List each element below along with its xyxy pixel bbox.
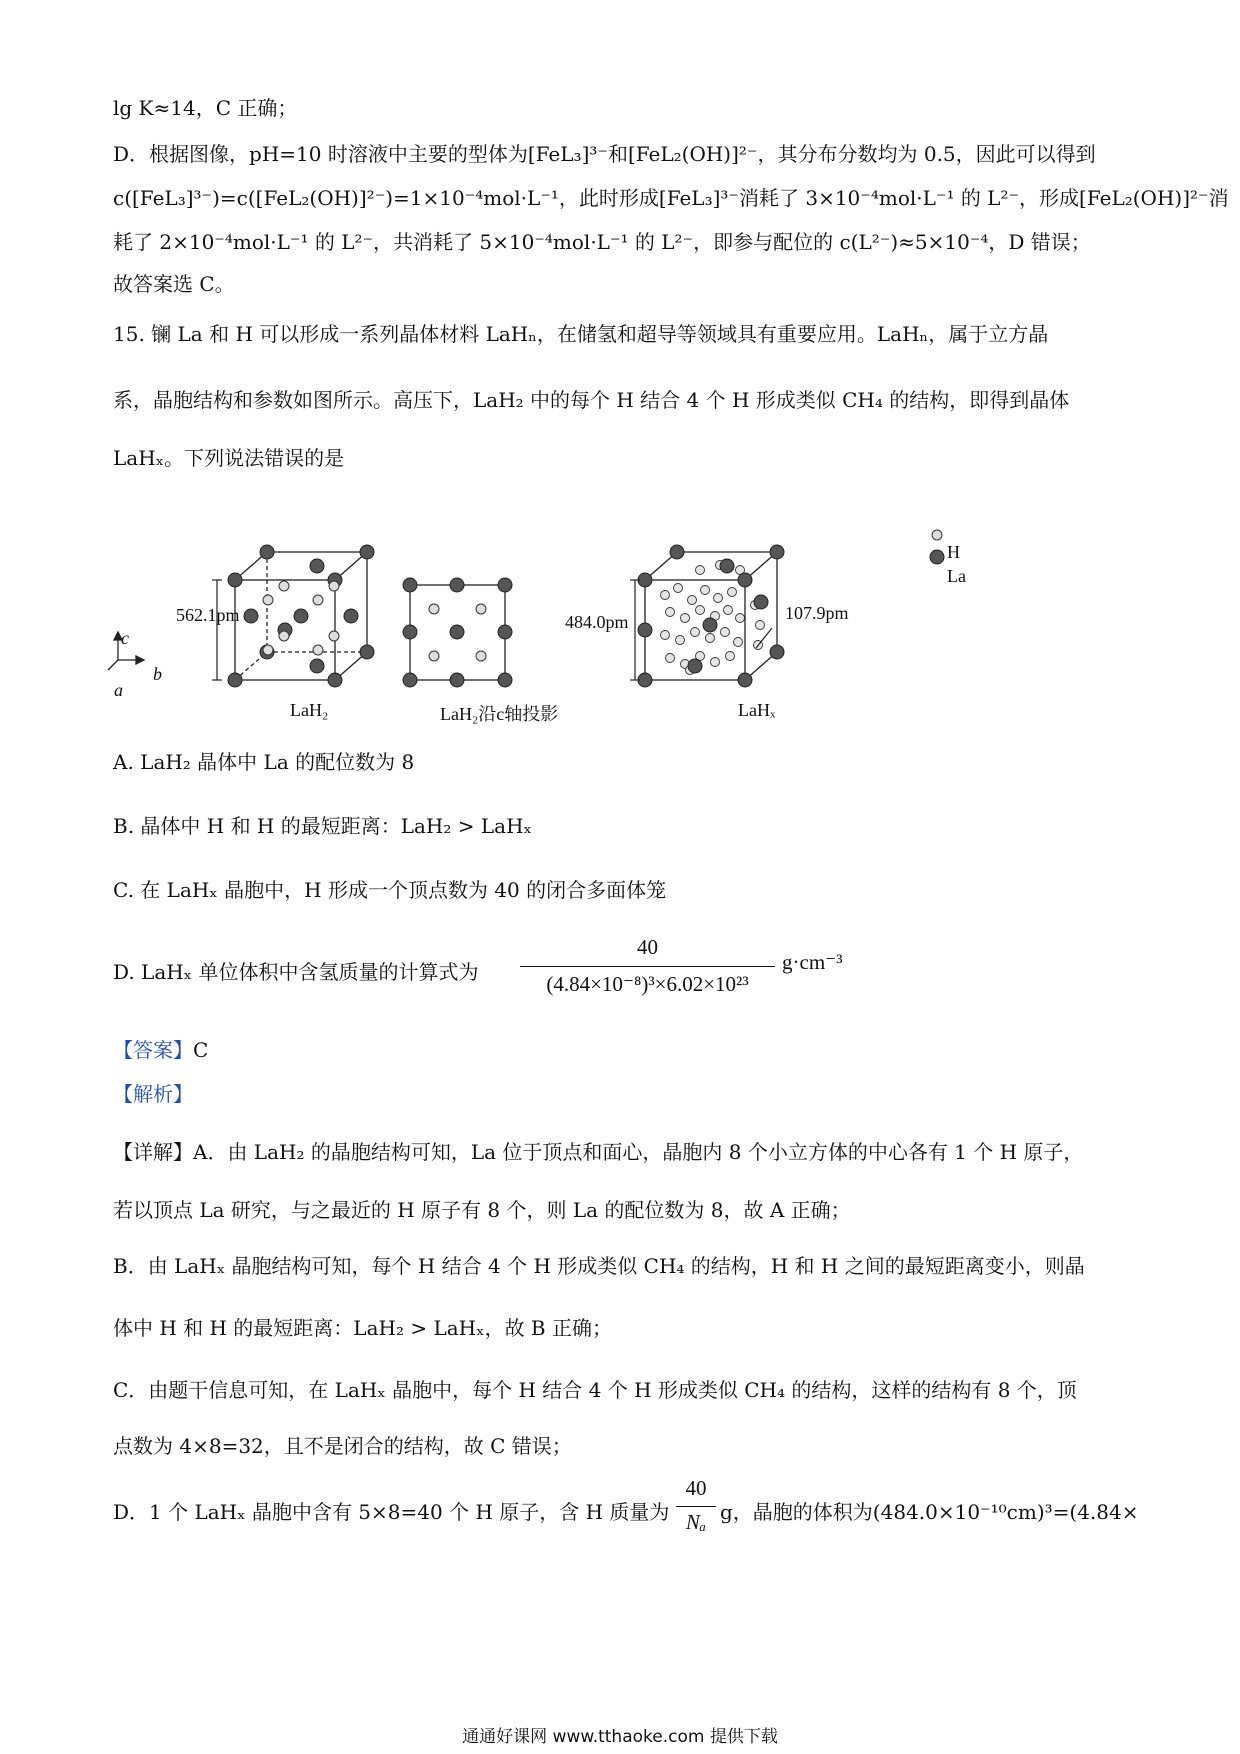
detail-line: 点数为 4×8=32，且不是闭合的结构，故 C 错误；	[113, 1434, 572, 1458]
question-15-line: LaHₓ。下列说法错误的是	[113, 446, 345, 470]
axis-label-c: c	[121, 628, 129, 648]
answer-value: C	[193, 1038, 209, 1062]
legend	[930, 530, 944, 564]
detail-line: C．由题干信息可知，在 LaHₓ 晶胞中，每个 H 结合 4 个 H 形成类似 CH₄ 的结构，这样的结构有 8 个，顶	[113, 1378, 1077, 1402]
footer: 通通好课网 www.tthaoke.com 提供下载	[462, 1727, 778, 1747]
text-line: 耗了 2×10⁻⁴mol·L⁻¹ 的 L²⁻，共消耗了 5×10⁻⁴mol·L⁻¹ 的 L²⁻，即参与配位的 c(L²⁻)≈5×10⁻⁴，D 错误；	[113, 230, 1091, 254]
fraction-bar	[520, 966, 775, 967]
lahx-caption: LaHₓ	[738, 700, 776, 720]
text-line: D．根据图像，pH=10 时溶液中主要的型体为[FeL₃]³⁻和[FeL₂(OH)]²⁻，其分布分数均为 0.5，因此可以得到	[113, 142, 1096, 166]
option-d-denominator: (4.84×10⁻⁸)³×6.02×10²³	[546, 972, 749, 996]
fraction-bar	[676, 1506, 716, 1507]
lah2-lattice-parameter: 562.1pm	[176, 605, 240, 625]
option-d-numerator: 40	[637, 935, 658, 959]
detail-d-denominator: Nₐ	[685, 1510, 707, 1534]
axis-label-a: a	[114, 680, 123, 700]
detail-line: 体中 H 和 H 的最短距离：LaH₂ > LaHₓ，故 B 正确；	[113, 1316, 612, 1340]
lahx-lattice-parameter: 484.0pm	[565, 612, 629, 632]
analysis-tag: 【解析】	[113, 1082, 193, 1106]
question-15-line: 系，晶胞结构和参数如图所示。高压下，LaH₂ 中的每个 H 结合 4 个 H 形成类似 CH₄ 的结构，即得到晶体	[113, 388, 1070, 412]
answer-line	[113, 1036, 208, 1064]
legend-h-marker	[932, 530, 942, 540]
legend-la-marker	[930, 550, 944, 564]
option-c: C. 在 LaHₓ 晶胞中，H 形成一个顶点数为 40 的闭合多面体笼	[113, 878, 667, 902]
option-d-unit: g·cm⁻³	[782, 950, 843, 974]
projection-caption: LaH₂沿c轴投影	[440, 704, 559, 724]
legend-la-label: La	[947, 566, 966, 586]
axis-label-b: b	[153, 664, 162, 684]
legend-h-label: H	[947, 542, 960, 562]
text-line: 故答案选 C。	[113, 272, 235, 296]
text-line: c([FeL₃]³⁻)=c([FeL₂(OH)]²⁻)=1×10⁻⁴mol·L⁻¹，此时形成[FeL₃]³⁻消耗了 3×10⁻⁴mol·L⁻¹ 的 L²⁻，形成[FeL₂(OH)]²⁻消	[113, 186, 1229, 210]
detail-line: B．由 LaHₓ 晶胞结构可知，每个 H 结合 4 个 H 形成类似 CH₄ 的结构，H 和 H 之间的最短距离变小，则晶	[113, 1254, 1085, 1278]
detail-line: D．1 个 LaHₓ 晶胞中含有 5×8=40 个 H 原子，含 H 质量为	[113, 1500, 670, 1524]
detail-line: g，晶胞的体积为(484.0×10⁻¹⁰cm)³=(4.84×	[720, 1500, 1139, 1524]
question-15-line: 15. 镧 La 和 H 可以形成一系列晶体材料 LaHₙ，在储氢和超导等领域具有重要应用。LaHₙ，属于立方晶	[113, 322, 1049, 346]
lah2-caption: LaH₂	[290, 700, 329, 720]
lah2-c-axis-projection	[403, 578, 512, 687]
option-d: D. LaHₓ 单位体积中含氢质量的计算式为	[113, 960, 479, 984]
detail-d-numerator: 40	[685, 1476, 707, 1500]
detail-line: 若以顶点 La 研究，与之最近的 H 原子有 8 个，则 La 的配位数为 8，故 A 正确；	[113, 1198, 851, 1222]
option-b: B. 晶体中 H 和 H 的最短距离：LaH₂ > LaHₓ	[113, 814, 532, 838]
option-a: A. LaH₂ 晶体中 La 的配位数为 8	[113, 750, 415, 774]
detail-text: A．由 LaH₂ 的晶胞结构可知，La 位于顶点和面心，晶胞内 8 个小立方体的中心各有 1 个 H 原子，	[193, 1140, 1084, 1164]
text-line: lg K≈14，C 正确；	[113, 96, 298, 120]
detail-tag: 【详解】	[113, 1140, 193, 1164]
answer-tag: 【答案】	[113, 1038, 193, 1062]
detail-line	[113, 1138, 1083, 1166]
lahx-h-distance: 107.9pm	[785, 603, 849, 623]
